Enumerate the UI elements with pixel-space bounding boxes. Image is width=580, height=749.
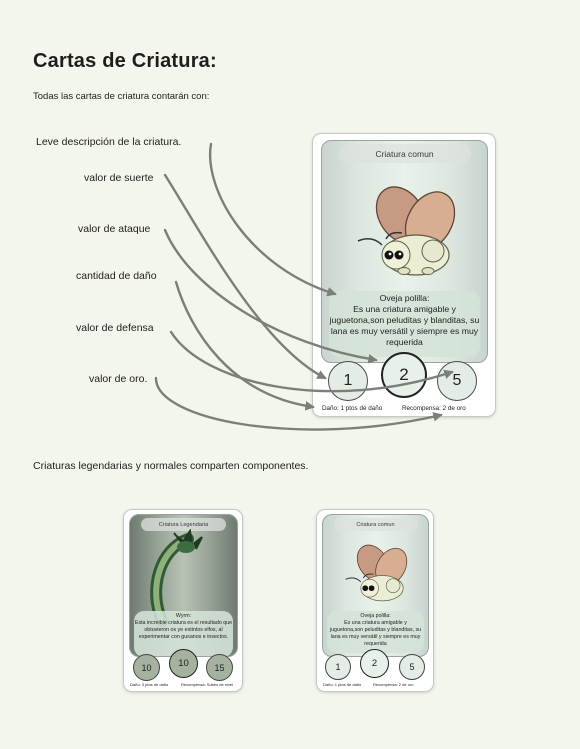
stat-gold-circle: 5	[437, 361, 477, 401]
legend-description: Esta increible criatura es el resultado que obtuvieron os ye extintos elfos, al experimentar con gusanos e insectos.	[134, 620, 233, 640]
label-defense: valor de defensa	[76, 322, 154, 334]
damage-footer: Daño: 1 ptos de daño	[322, 405, 383, 412]
legend-damage-footer: Daño: 3 ptos de daño	[130, 682, 169, 687]
label-luck: valor de suerte	[84, 172, 154, 184]
legend-type-label: Criatura Legendaria	[141, 518, 227, 531]
intro-text: Todas las cartas de criatura contarán con:	[33, 91, 210, 102]
small-art-panel	[322, 514, 429, 657]
reward-footer: Recompensa: 2 de oro	[402, 405, 466, 412]
small-type-label: Criatura comun	[334, 518, 418, 531]
small-name: Oveja polilla:	[360, 613, 391, 619]
legend-stat-luck: 10	[133, 654, 160, 681]
card-type-label: Criatura comun	[339, 144, 471, 163]
stat-luck-circle: 1	[328, 361, 368, 401]
label-damage: cantidad de daño	[76, 270, 157, 282]
small-stat-attack: 2	[360, 649, 389, 678]
legend-reward-footer: Recompensa: Subes de nivel	[181, 682, 234, 687]
legend-name: Wyrm:	[175, 613, 192, 619]
arrow-description	[210, 144, 335, 294]
shared-components-text: Criaturas legendarias y normales comparten componentes.	[33, 460, 309, 472]
arrow-defense	[171, 332, 452, 391]
small-stat-luck: 1	[325, 654, 351, 680]
small-reward-footer: Recompensa: 2 de oro	[373, 682, 414, 687]
label-attack: valor de ataque	[78, 223, 151, 235]
arrow-attack	[165, 230, 376, 360]
creature-name: Oveja polilla:	[379, 293, 430, 303]
small-description: Es una criatura amigable y juguetona,son peluditas y blanditas, su lana es muy versátil y siempre es muy requerida	[329, 620, 422, 647]
label-gold: valor de oro.	[89, 373, 148, 385]
legend-art-panel	[129, 514, 238, 657]
small-damage-footer: Daño: 1 ptos de daño	[323, 682, 362, 687]
stat-attack-circle: 2	[381, 352, 427, 398]
page-title: Cartas de Criatura:	[33, 50, 217, 72]
legend-stat-attack: 10	[169, 649, 198, 678]
creature-description: Es una criatura amigable y juguetona,son peluditas y blanditas, su lana es muy versátil y siempre es muy requerida	[329, 304, 480, 347]
legend-stat-gold: 15	[206, 654, 233, 681]
legendary-creature-card	[123, 509, 243, 692]
arrow-luck	[165, 175, 325, 378]
small-moth-sheep-illustration	[338, 541, 414, 605]
label-description: Leve descripción de la criatura.	[36, 136, 182, 148]
small-description-box	[327, 611, 424, 653]
small-common-creature-card	[316, 509, 434, 692]
small-stat-gold: 5	[399, 654, 425, 680]
